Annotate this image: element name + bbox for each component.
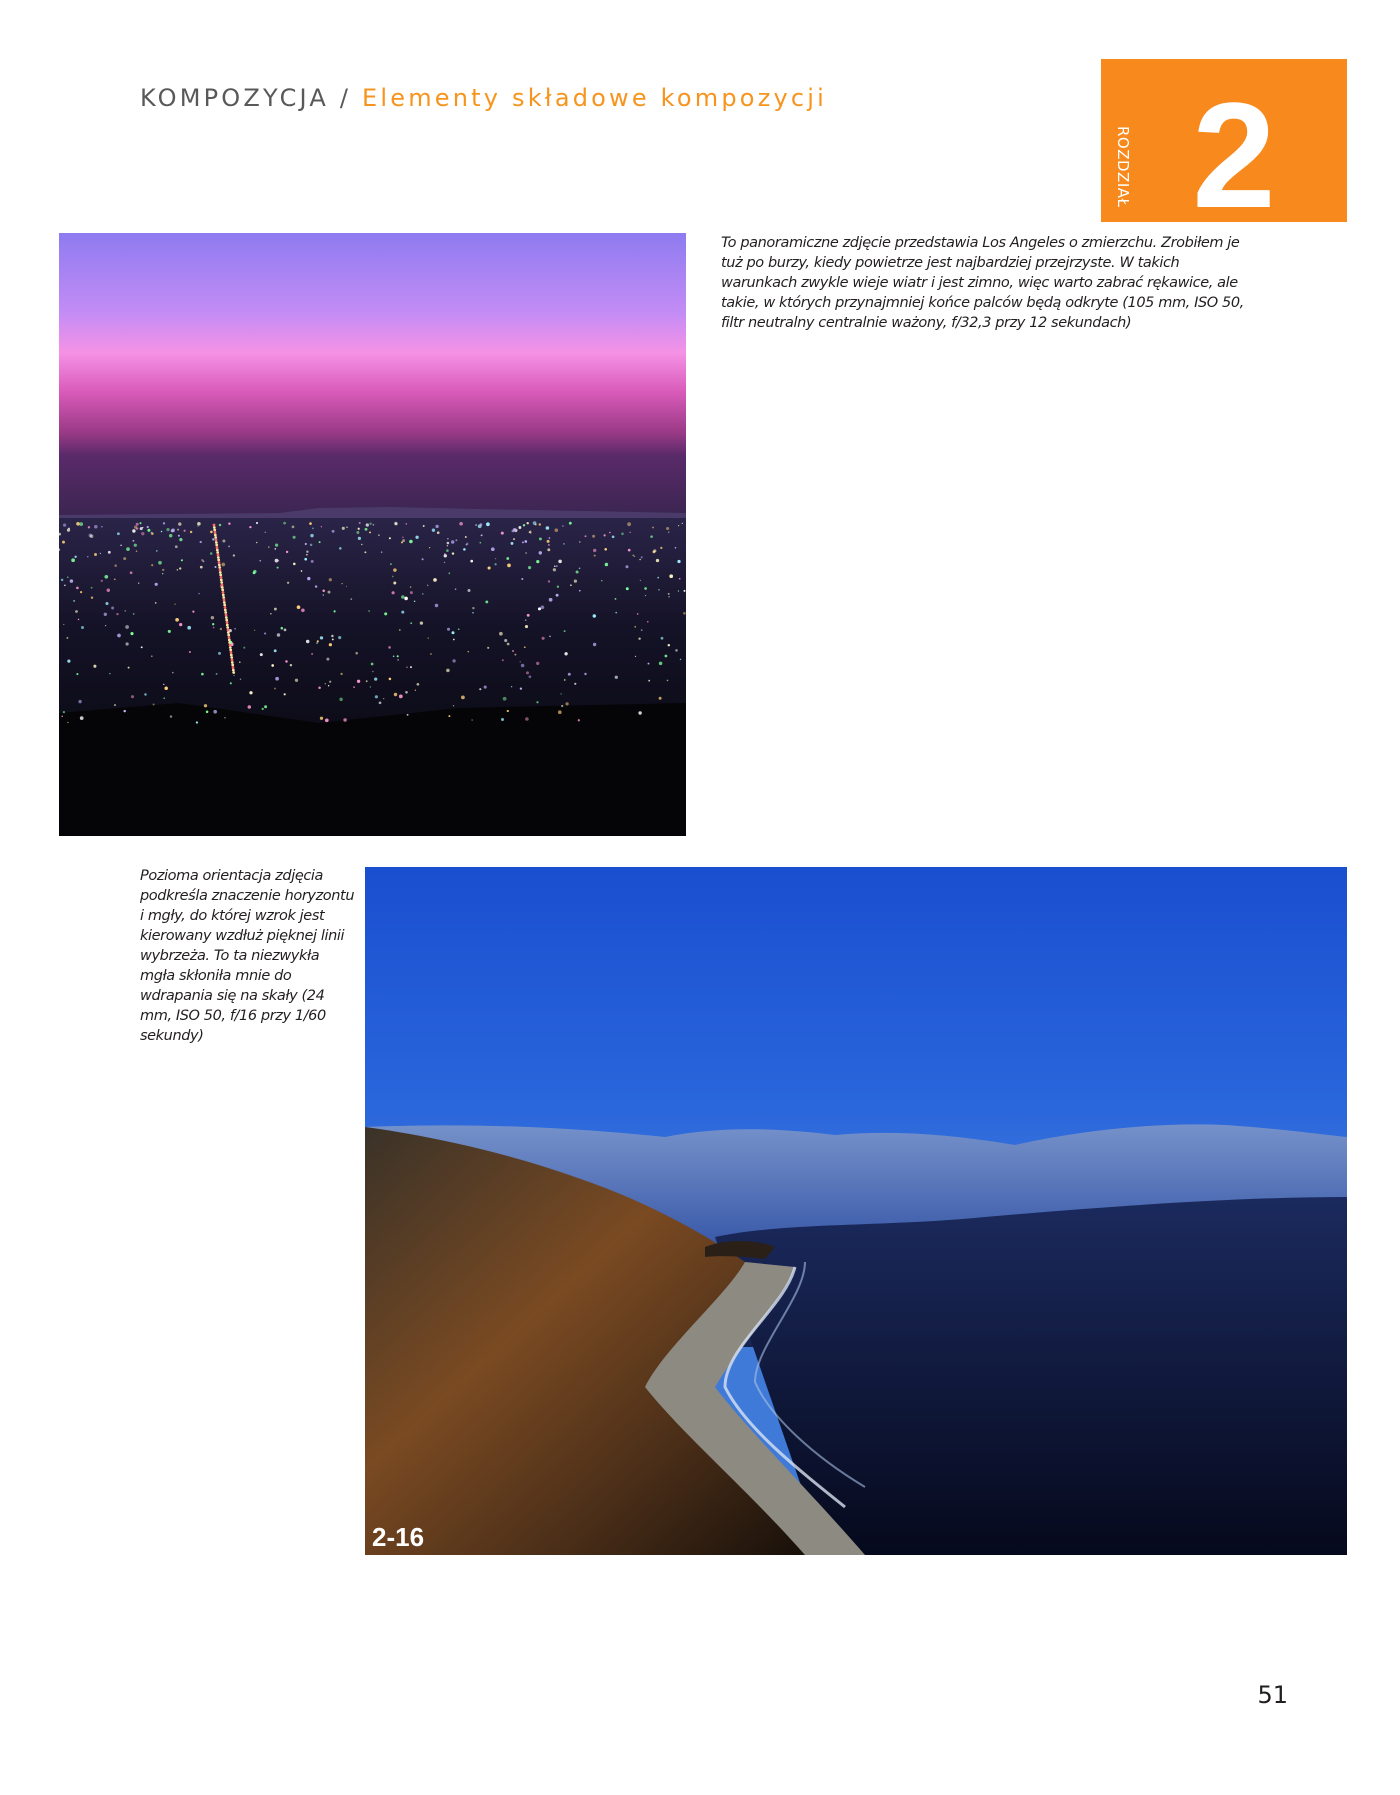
header-section: KOMPOZYCJA (140, 84, 330, 112)
photo-caption-side: Pozioma orientacja zdjęcia podkreśla znaczenie horyzontu i mgły, do której wzrok jest kierowany wzdłuż pięknej linii wybrzeża. To ta niezwykła mgła skłoniła mnie do wdrapania się na skały (24 mm, ISO 50, f/16 przy 1/60 sekundy) (140, 868, 355, 1044)
running-header (140, 84, 827, 112)
los-angeles-dusk-photo (59, 233, 686, 836)
foggy-coastline-photo (365, 867, 1347, 1555)
figure-number: 2-16 (372, 1522, 425, 1552)
photo-caption-top: To panoramiczne zdjęcie przedstawia Los Angeles o zmierzchu. Zrobiłem je tuż po burzy, kiedy powietrze jest najbardziej przejrzyste. W takich warunkach zwykle wieje wiatr i jest zimno, więc warto zabrać rękawice, ale takie, w których przynajmniej końce palców będą odkryte (105 mm, ISO 50, filtr neutralny centralnie ważony, f/32,3 przy 12 sekundach) (721, 235, 1244, 331)
page-number: 51 (1257, 1681, 1288, 1709)
header-subsection: Elementy składowe kompozycji (362, 84, 828, 112)
chapter-word: ROZDZIAŁ (1114, 126, 1132, 208)
header-separator: / (339, 84, 352, 112)
chapter-number: 2 (1192, 71, 1276, 239)
